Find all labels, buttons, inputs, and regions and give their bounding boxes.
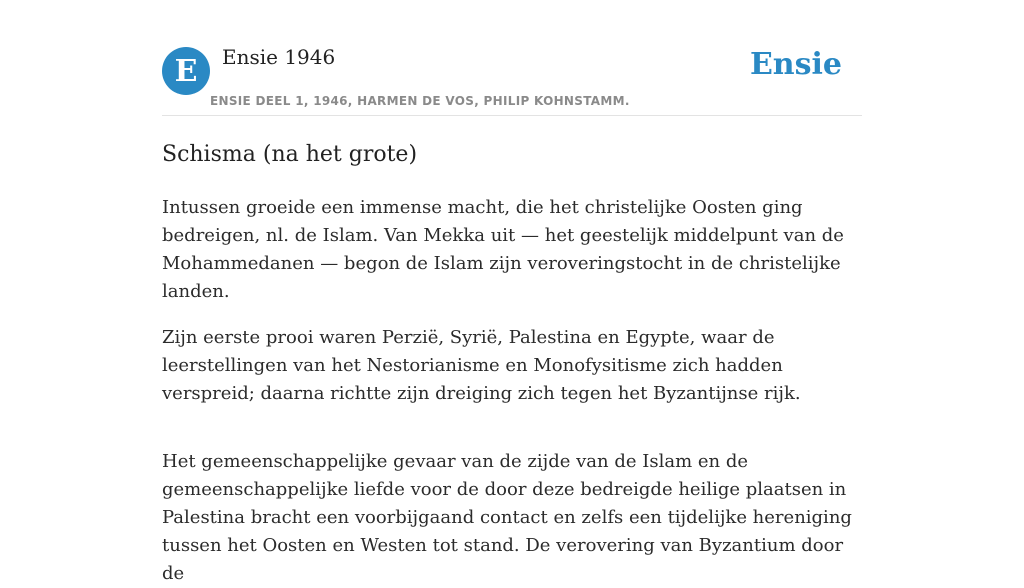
source-header bbox=[162, 0, 862, 116]
ensie-logo-icon[interactable]: E bbox=[162, 47, 210, 95]
article-paragraph-2: Zijn eerste prooi waren Perzië, Syrië, Palestina en Egypte, waar de leerstellingen van het Nestorianisme en Monofysitisme zich hadden verspreid; daarna richtte zijn dreiging zich tegen het Byzantijnse rijk. bbox=[162, 327, 801, 404]
brand-logo[interactable]: Ensie bbox=[749, 47, 842, 82]
article-paragraph-3: Het gemeenschappelijke gevaar van de zijde van de Islam en de gemeenschappelijke liefde voor de door deze bedreigde heilige plaatsen in Palestina bracht een voorbijgaand contact en zelfs een tijdelijke hereniging tussen het Oosten en Westen tot stand. De verovering van Byzantium door de bbox=[162, 451, 852, 584]
article-title: Schisma (na het grote) bbox=[162, 142, 418, 167]
source-meta: ENSIE DEEL 1, 1946, HARMEN DE VOS, PHILIP KOHNSTAMM. bbox=[210, 94, 630, 108]
article-paragraph-1: Intussen groeide een immense macht, die het christelijke Oosten ging bedreigen, nl. de Islam. Van Mekka uit — het geestelijk middelpunt van de Mohammedanen — begon de Islam zijn veroveringstocht in de christelijke landen. bbox=[162, 197, 844, 302]
source-title[interactable]: Ensie 1946 bbox=[222, 45, 336, 69]
page-container bbox=[162, 0, 862, 588]
